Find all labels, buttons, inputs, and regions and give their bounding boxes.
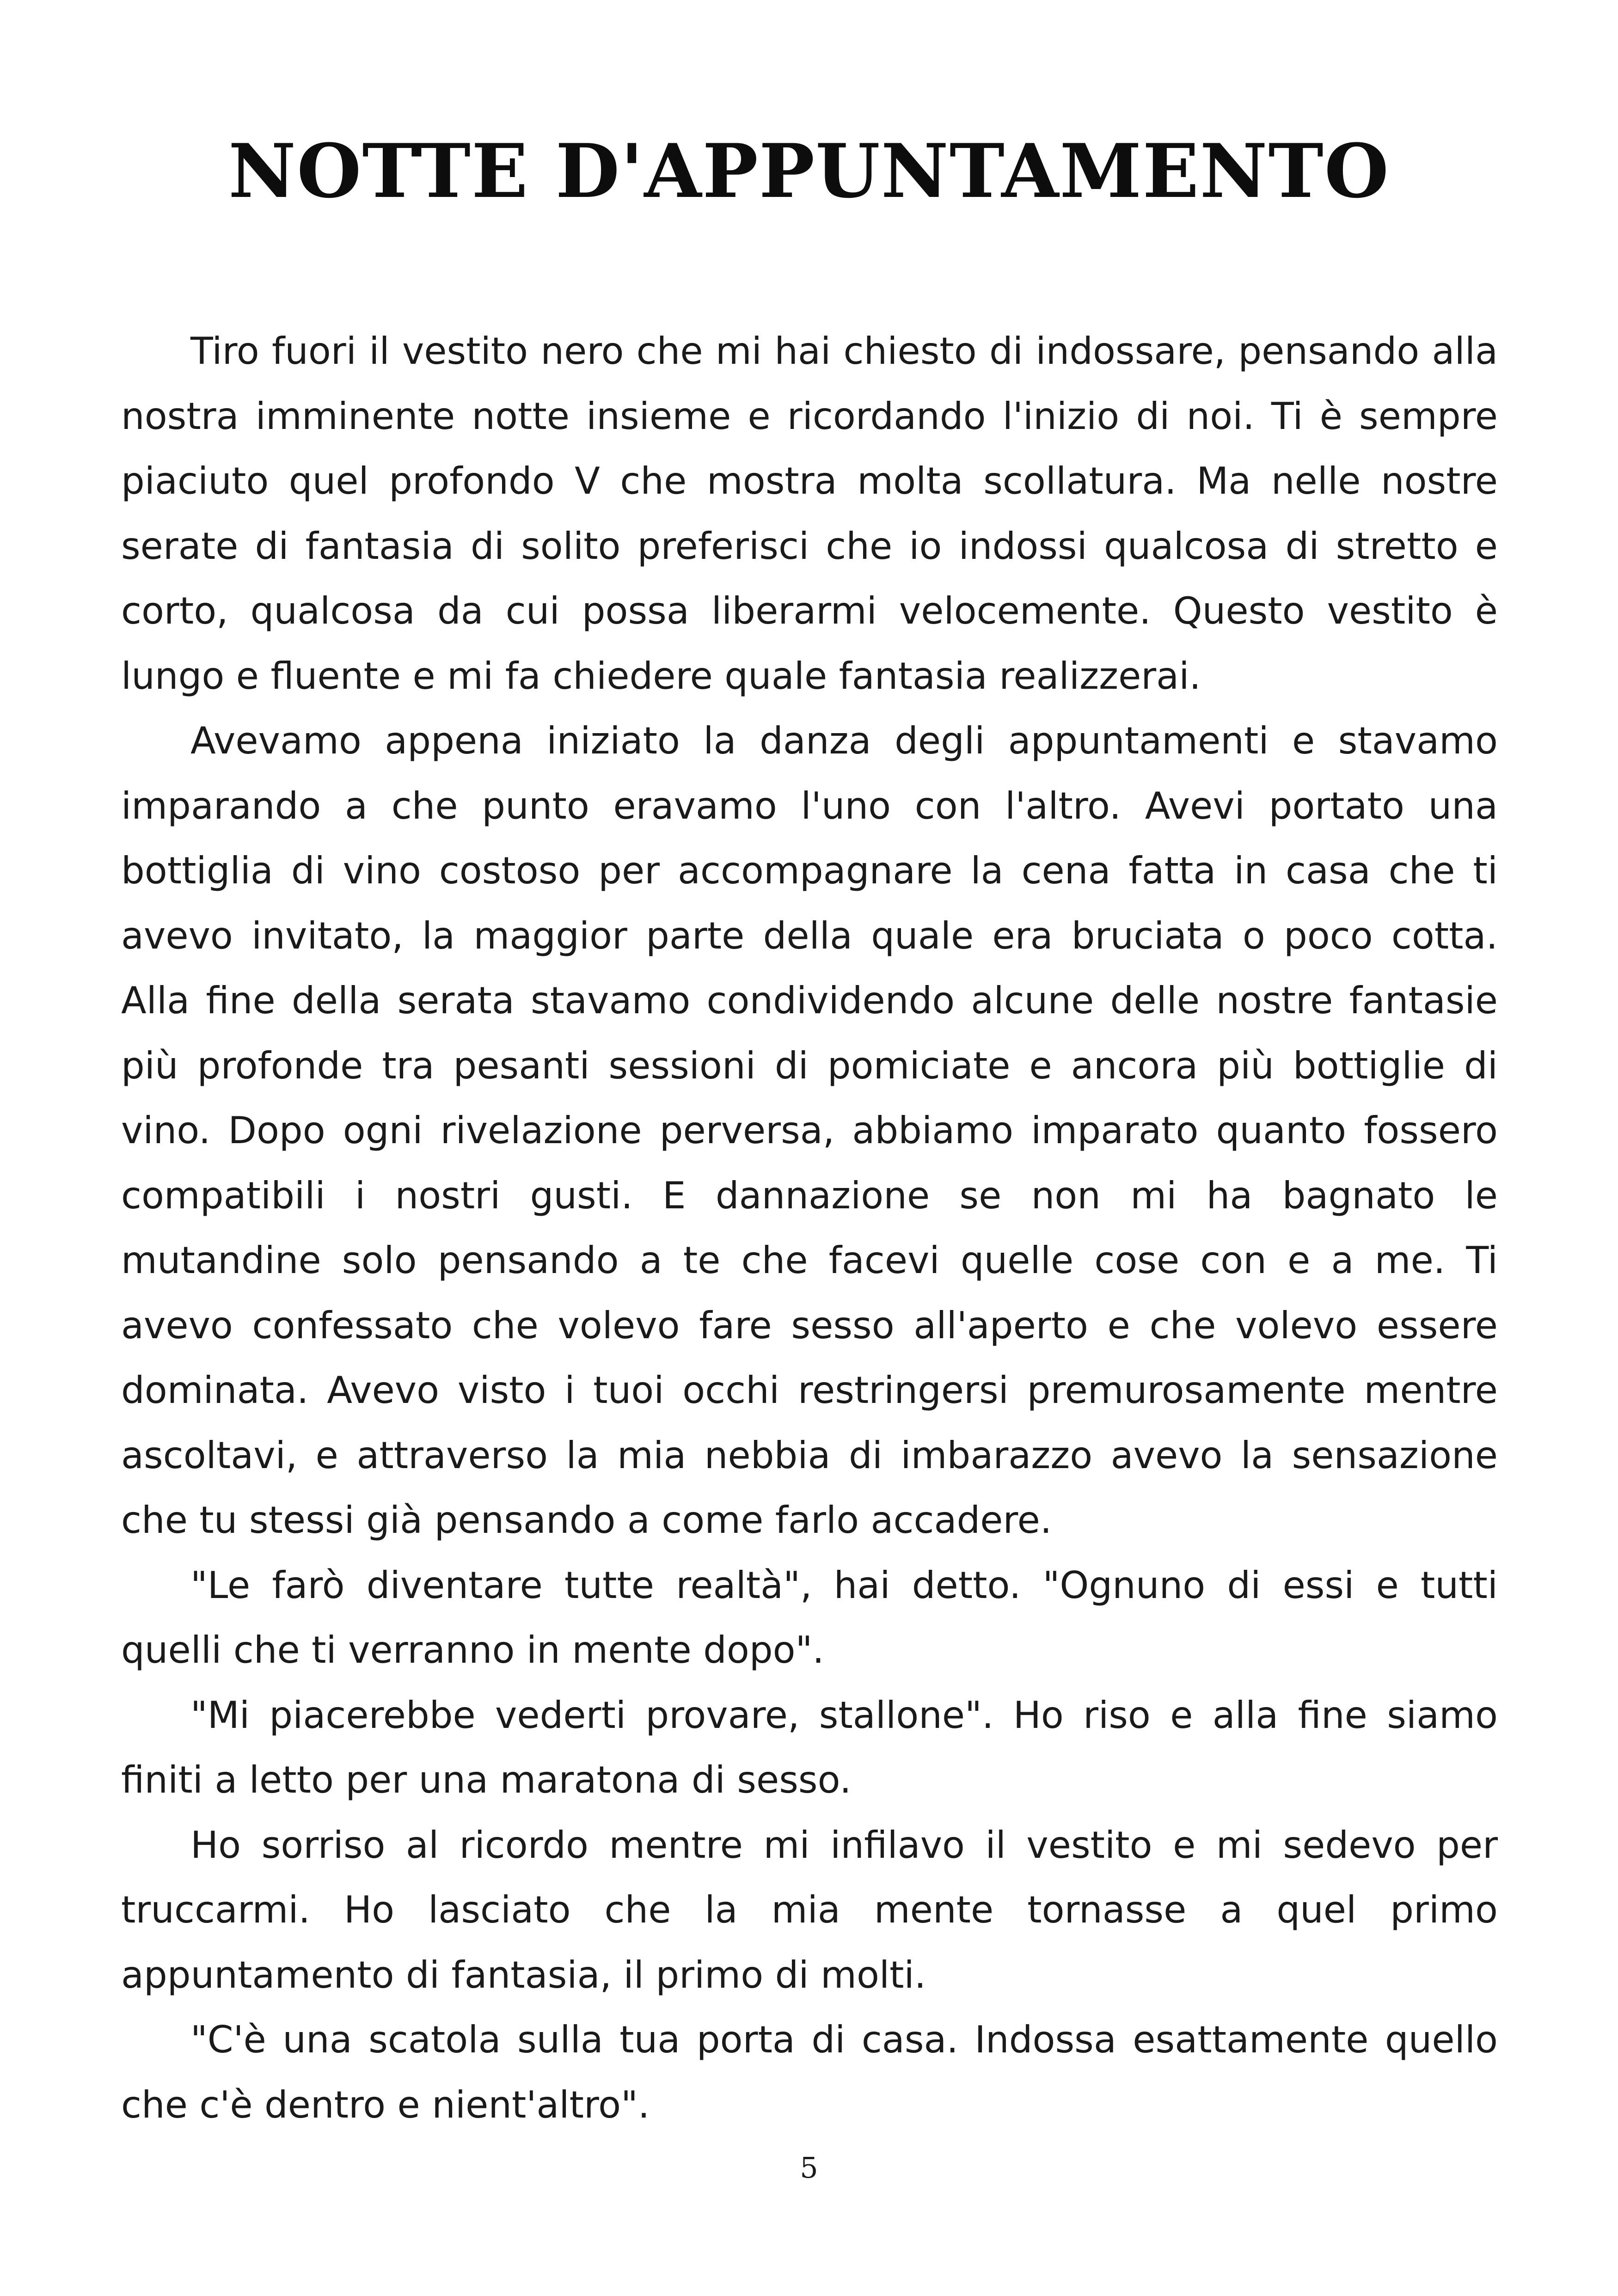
paragraph-3: "Le farò diventare tutte realtà", hai detto. "Ognuno di essi e tutti quelli che ti verranno in mente dopo". — [121, 1563, 1498, 1671]
paragraph-4: "Mi piacerebbe vederti provare, stallone". Ho riso e alla fine siamo finiti a letto per una maratona di sesso. — [121, 1693, 1498, 1801]
paragraph-2: Avevamo appena iniziato la danza degli appuntamenti e stavamo imparando a che punto eravamo l'uno con l'altro. Avevi portato una bottiglia di vino costoso per accompagnare la cena fatta in casa che ti avevo invitato, la maggior parte della quale era bruciata o poco cotta. Alla fine della serata stavamo condividendo alcune delle nostre fantasie più profonde tra pesanti sessioni di pomiciate e ancora più bottiglie di vino. Dopo ogni rivelazione perversa, abbiamo imparato quanto fossero compatibili i nostri gusti. E dannazione se non mi ha bagnato le mutandine solo pensando a te che facevi quelle cose con e a me. Ti avevo confessato che volevo fare sesso all'aperto e che volevo essere dominata. Avevo visto i tuoi occhi restringersi premurosamente mentre ascoltavi, e attraverso la mia nebbia di imbarazzo avevo la sensazione che tu stessi già pensando a come farlo accadere. — [121, 719, 1498, 1542]
paragraph-5: Ho sorriso al ricordo mentre mi infilavo il vestito e mi sedevo per truccarmi. Ho lasciato che la mia mente tornasse a quel primo appuntamento di fantasia, il primo di molti. — [121, 1823, 1498, 1996]
page-number: 5 — [800, 2151, 818, 2185]
body-text — [121, 319, 1498, 2137]
chapter-title: NOTTE D'APPUNTAMENTO — [228, 128, 1390, 214]
paragraph-1: Tiro fuori il vestito nero che mi hai chiesto di indossare, pensando alla nostra imminente notte insieme e ricordando l'inizio di noi. Ti è sempre piaciuto quel profondo V che mostra molta scollatura. Ma nelle nostre serate di fantasia di solito preferisci che io indossi qualcosa di stretto e corto, qualcosa da cui possa liberarmi velocemente. Questo vestito è lungo e fluente e mi fa chiedere quale fantasia realizzerai. — [121, 330, 1498, 698]
paragraph-6: "C'è una scatola sulla tua porta di casa. Indossa esattamente quello che c'è dentro e nient'altro". — [121, 2018, 1498, 2126]
